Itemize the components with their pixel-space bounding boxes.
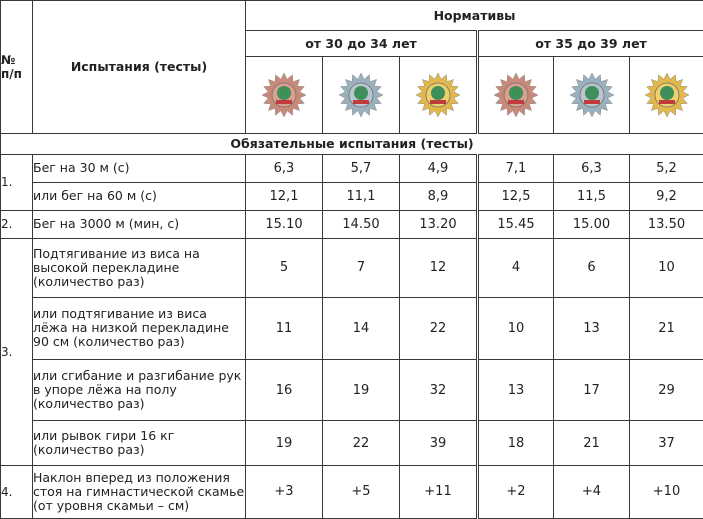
test-name: или сгибание и разгибание рук в упоре лёжа на полу (количество раз) xyxy=(33,360,246,421)
value-cell: +5 xyxy=(323,465,400,518)
norms-header: Нормативы xyxy=(246,1,703,31)
value-cell: 9,2 xyxy=(630,182,703,210)
value-cell: 12,1 xyxy=(246,182,323,210)
badge-cell xyxy=(554,57,630,134)
value-cell: 11,5 xyxy=(554,182,630,210)
section-title: Обязательные испытания (тесты) xyxy=(1,133,703,154)
value-cell: 8,9 xyxy=(400,182,478,210)
test-name: Бег на 3000 м (мин, с) xyxy=(33,210,246,238)
age-group-35-39: от 35 до 39 лет xyxy=(478,31,703,57)
gold-badge-icon xyxy=(644,72,690,118)
value-cell: 15.45 xyxy=(478,210,554,238)
value-cell: 10 xyxy=(630,238,703,297)
value-cell: 39 xyxy=(400,421,478,466)
row-number: 1. xyxy=(1,154,33,210)
age-group-30-34: от 30 до 34 лет xyxy=(246,31,478,57)
badge-cell xyxy=(400,57,478,134)
value-cell: 6,3 xyxy=(554,154,630,182)
num-header xyxy=(1,1,33,134)
row-number: 4. xyxy=(1,465,33,518)
gold-badge-icon xyxy=(415,72,461,118)
value-cell: +11 xyxy=(400,465,478,518)
value-cell: 21 xyxy=(630,297,703,359)
badge-cell xyxy=(630,57,703,134)
silver-badge-icon xyxy=(338,72,384,118)
value-cell: 5 xyxy=(246,238,323,297)
row-number: 2. xyxy=(1,210,33,238)
table-row xyxy=(1,210,703,238)
badge-cell xyxy=(478,57,554,134)
value-cell: 4 xyxy=(478,238,554,297)
value-cell: 14.50 xyxy=(323,210,400,238)
bronze-badge-icon xyxy=(261,72,307,118)
value-cell: 7,1 xyxy=(478,154,554,182)
value-cell: 19 xyxy=(323,360,400,421)
badge-cell xyxy=(323,57,400,134)
value-cell: 12 xyxy=(400,238,478,297)
table-row xyxy=(1,360,703,421)
value-cell: 14 xyxy=(323,297,400,359)
value-cell: 11 xyxy=(246,297,323,359)
value-cell: 11,1 xyxy=(323,182,400,210)
value-cell: 19 xyxy=(246,421,323,466)
value-cell: 22 xyxy=(400,297,478,359)
value-cell: 4,9 xyxy=(400,154,478,182)
value-cell: 21 xyxy=(554,421,630,466)
value-cell: 37 xyxy=(630,421,703,466)
value-cell: 32 xyxy=(400,360,478,421)
test-name: или подтягивание из виса лёжа на низкой перекладине 90 см (количество раз) xyxy=(33,297,246,359)
table-row xyxy=(1,238,703,297)
value-cell: 13.50 xyxy=(630,210,703,238)
num-header-label: № п/п xyxy=(1,52,22,81)
value-cell: 12,5 xyxy=(478,182,554,210)
value-cell: +3 xyxy=(246,465,323,518)
value-cell: 16 xyxy=(246,360,323,421)
value-cell: 5,7 xyxy=(323,154,400,182)
value-cell: 13 xyxy=(478,360,554,421)
table-row xyxy=(1,421,703,466)
value-cell: 10 xyxy=(478,297,554,359)
badge-cell xyxy=(246,57,323,134)
value-cell: 15.00 xyxy=(554,210,630,238)
value-cell: 22 xyxy=(323,421,400,466)
value-cell: +2 xyxy=(478,465,554,518)
table-row xyxy=(1,182,703,210)
value-cell: +10 xyxy=(630,465,703,518)
test-name: или бег на 60 м (с) xyxy=(33,182,246,210)
table-row xyxy=(1,297,703,359)
value-cell: 13.20 xyxy=(400,210,478,238)
value-cell: 6 xyxy=(554,238,630,297)
value-cell: 18 xyxy=(478,421,554,466)
tests-header: Испытания (тесты) xyxy=(33,1,246,134)
value-cell: +4 xyxy=(554,465,630,518)
bronze-badge-icon xyxy=(493,72,539,118)
table-row xyxy=(1,465,703,518)
test-name: Наклон вперед из положения стоя на гимнастической скамье (от уровня скамьи – см) xyxy=(33,465,246,518)
value-cell: 17 xyxy=(554,360,630,421)
test-name: или рывок гири 16 кг (количество раз) xyxy=(33,421,246,466)
value-cell: 13 xyxy=(554,297,630,359)
value-cell: 5,2 xyxy=(630,154,703,182)
test-name: Бег на 30 м (с) xyxy=(33,154,246,182)
value-cell: 7 xyxy=(323,238,400,297)
table-row xyxy=(1,154,703,182)
test-name: Подтягивание из виса на высокой перекладине (количество раз) xyxy=(33,238,246,297)
value-cell: 15.10 xyxy=(246,210,323,238)
silver-badge-icon xyxy=(569,72,615,118)
value-cell: 6,3 xyxy=(246,154,323,182)
value-cell: 29 xyxy=(630,360,703,421)
row-number: 3. xyxy=(1,238,33,465)
